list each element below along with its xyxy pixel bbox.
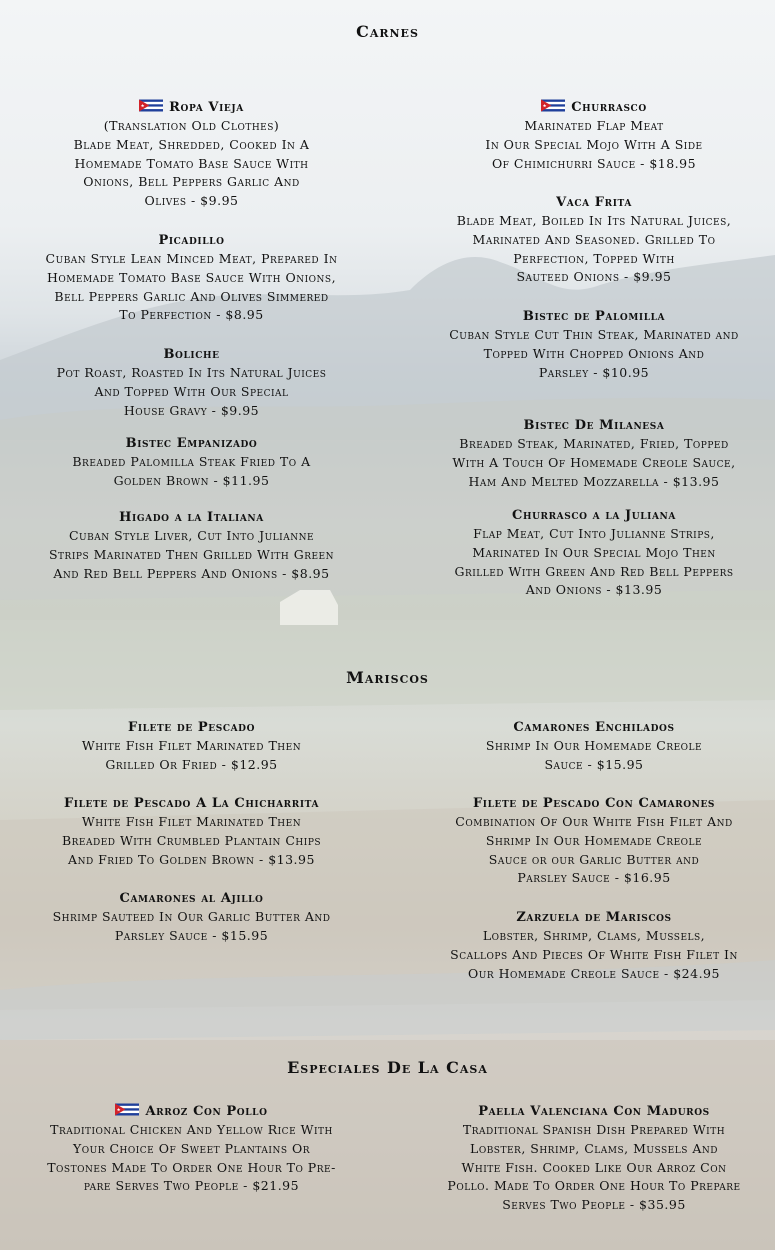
- menu-item-description-line: Strips Marinated Then Grilled With Green: [48, 546, 334, 562]
- menu-item-description-line: Serves Two People - $35.95: [502, 1197, 686, 1213]
- menu-item-description-line: Sauce or our Garlic Butter and: [488, 851, 700, 867]
- menu-item: [14, 718, 369, 775]
- menu-item-name: [419, 1102, 769, 1121]
- menu-item-name: [14, 98, 369, 117]
- menu-item-description-line: Breaded Palomilla Steak Fried To A: [72, 454, 311, 469]
- menu-item-name-text: Churrasco a la Juliana: [512, 508, 676, 523]
- menu-item-description-line: Breaded With Crumbled Plantain Chips: [61, 832, 322, 848]
- menu-item-description-line: Breaded Steak, Marinated, Fried, Topped: [459, 436, 729, 451]
- menu-item-description-line: Our Homemade Creole Sauce - $24.95: [468, 965, 720, 981]
- menu-item-description-line: Shrimp Sauteed In Our Garlic Butter And: [52, 909, 331, 924]
- menu-item-name: [14, 1102, 369, 1121]
- menu-item-description-line: Parsley - $10.95: [538, 364, 650, 380]
- menu-item-name: [419, 506, 769, 525]
- menu-item-description-line: White Fish Filet Marinated Then: [81, 814, 302, 829]
- menu-item-name-text: Camarones al Ajillo: [119, 891, 264, 906]
- menu-item: [419, 193, 769, 287]
- menu-item-description-line: White Fish Filet Marinated Then: [81, 738, 302, 753]
- menu-item: [419, 506, 769, 600]
- menu-item: [419, 98, 769, 173]
- menu-item-name: [14, 231, 369, 250]
- menu-item-name-text: Filete de Pescado A La Chicharrita: [63, 796, 320, 811]
- menu-item-name-text: Higado a la Italiana: [119, 510, 264, 525]
- menu-item-description-line: Sauce - $15.95: [544, 756, 644, 772]
- menu-item-description-line: Ham And Melted Mozzarella - $13.95: [468, 473, 720, 489]
- menu-item-description-line: Cuban Style Lean Minced Meat, Prepared In: [45, 251, 338, 266]
- menu-item-description-line: Traditional Spanish Dish Prepared With: [462, 1122, 726, 1137]
- menu-item-description-line: And Topped With Our Special: [94, 383, 289, 399]
- menu-item-description-line: Parsley Sauce - $16.95: [517, 870, 671, 886]
- menu-item-description-line: Perfection, Topped With: [513, 250, 675, 266]
- menu-item-description-line: House Gravy - $9.95: [123, 402, 260, 418]
- menu-item-description-line: Combination Of Our White Fish Filet And: [455, 814, 733, 829]
- menu-item-description-line: Pot Roast, Roasted In Its Natural Juices: [56, 365, 327, 380]
- menu-item: [419, 794, 769, 888]
- menu-item-description-line: White Fish. Cooked Like Our Arroz Con: [461, 1159, 727, 1175]
- menu-item-name: [419, 193, 769, 212]
- menu-item-description-line: Cuban Style Cut Thin Steak, Marinated and: [449, 327, 739, 342]
- menu-item-name: [14, 508, 369, 527]
- menu-item-name-text: Zarzuela de Mariscos: [516, 910, 672, 925]
- menu-item-name-text: Ropa Vieja: [169, 100, 244, 115]
- menu-item-name: [14, 434, 369, 453]
- menu-item-name: [14, 794, 369, 813]
- menu-item-description-line: Homemade Tomato Base Sauce With Onions,: [46, 269, 337, 285]
- menu-item: [14, 1102, 369, 1196]
- menu-item-description-line: Onions, Bell Peppers Garlic And: [83, 174, 300, 190]
- menu-item-description-line: Your Choice Of Sweet Plantains Or: [72, 1140, 310, 1156]
- menu-item-description-line: pare Serves Two People - $21.95: [83, 1178, 300, 1194]
- menu-item-description-line: Cuban Style Liver, Cut Into Julianne: [68, 528, 315, 543]
- menu-item-name-text: Filete de Pescado: [127, 720, 256, 735]
- menu-item-description-line: Marinated And Seasoned. Grilled To: [472, 231, 716, 247]
- menu-item-description-line: Parsley Sauce - $15.95: [114, 927, 269, 943]
- menu-item-name-text: Paella Valenciana Con Maduros: [478, 1104, 710, 1119]
- menu-item: [14, 98, 369, 211]
- menu-item-description-line: Tostones Made To Order One Hour To Pre-: [47, 1159, 336, 1175]
- menu-item-description-line: Flap Meat, Cut Into Julianne Strips,: [473, 526, 715, 541]
- menu-item-name-text: Picadillo: [158, 233, 225, 248]
- menu-item-description-line: In Our Special Mojo With A Side: [485, 136, 703, 152]
- menu-item-name: [419, 98, 769, 117]
- menu-item-name: [419, 908, 769, 927]
- menu-item: [419, 908, 769, 983]
- menu-item-description-line: Of Chimichurri Sauce - $18.95: [491, 155, 697, 171]
- menu-item-description-line: Shrimp In Our Homemade Creole: [485, 738, 703, 753]
- menu-item-name-text: Arroz Con Pollo: [145, 1104, 268, 1119]
- menu-item-description-line: Marinated Flap Meat: [524, 118, 664, 133]
- menu-item-description-line: Sauteed Onions - $9.95: [516, 269, 672, 285]
- menu-item: [419, 307, 769, 382]
- menu-item-name-text: Bistec de Palomilla: [522, 309, 666, 324]
- menu-item-description-line: Olives - $9.95: [144, 193, 239, 209]
- menu-item-name: [419, 718, 769, 737]
- menu-item-name: [14, 718, 369, 737]
- cuban-flag-icon: [139, 99, 163, 112]
- menu-item-name: [419, 416, 769, 435]
- menu-item-description-line: And Onions - $13.95: [525, 582, 663, 598]
- menu-item-description-line: Grilled With Green And Red Bell Peppers: [454, 563, 734, 579]
- menu-item-name-text: Boliche: [163, 347, 220, 362]
- menu-item: [419, 718, 769, 775]
- cuban-flag-icon: [541, 99, 565, 112]
- menu-item-description-line: (Translation Old Clothes): [103, 118, 280, 133]
- section-title: Carnes: [356, 22, 419, 41]
- menu-item: [14, 231, 369, 325]
- menu-item-description-line: Topped With Chopped Onions And: [483, 345, 705, 361]
- menu-item-description-line: To Perfection - $8.95: [119, 307, 264, 323]
- menu-item-description-line: Golden Brown - $11.95: [113, 472, 270, 488]
- cuban-flag-icon: [115, 1103, 139, 1116]
- menu-item-description-line: Lobster, Shrimp, Clams, Mussels,: [482, 928, 706, 943]
- menu-item-name-text: Camarones Enchilados: [513, 720, 675, 735]
- menu-item-description-line: Pollo. Made To Order One Hour To Prepare: [447, 1178, 741, 1194]
- menu-item-description-line: Bell Peppers Garlic And Olives Simmered: [54, 288, 329, 304]
- menu-item-name-text: Vaca Frita: [556, 195, 632, 210]
- menu-item-name-text: Churrasco: [571, 100, 647, 115]
- menu-item: [419, 1102, 769, 1215]
- menu-item-description-line: Blade Meat, Boiled In Its Natural Juices,: [456, 213, 732, 228]
- menu-item-description-line: Scallops And Pieces Of White Fish Filet In: [450, 946, 738, 962]
- menu-item-name: [419, 307, 769, 326]
- menu-item-name-text: Bistec Empanizado: [125, 436, 258, 451]
- menu-item-description-line: And Fried To Golden Brown - $13.95: [68, 851, 315, 867]
- menu-item: [14, 345, 369, 420]
- menu-item: [419, 416, 769, 491]
- menu-item: [14, 434, 369, 491]
- menu-item: [14, 889, 369, 946]
- menu-item-name-text: Filete de Pescado Con Camarones: [472, 796, 716, 811]
- menu-item-name: [419, 794, 769, 813]
- menu-item: [14, 508, 369, 583]
- menu-item-description-line: Lobster, Shrimp, Clams, Mussels And: [470, 1140, 718, 1156]
- menu-item-description-line: Traditional Chicken And Yellow Rice With: [50, 1122, 333, 1137]
- menu-item-description-line: With A Touch Of Homemade Creole Sauce,: [452, 454, 736, 470]
- menu-item-name-text: Bistec De Milanesa: [523, 418, 665, 433]
- section-title: Especiales De La Casa: [287, 1058, 488, 1077]
- menu-item-description-line: Homemade Tomato Base Sauce With: [74, 155, 309, 171]
- menu-item-description-line: And Red Bell Peppers And Onions - $8.95: [53, 565, 330, 581]
- menu-item-name: [14, 889, 369, 908]
- menu-item-description-line: Shrimp In Our Homemade Creole: [485, 832, 703, 848]
- menu-item-description-line: Grilled Or Fried - $12.95: [105, 756, 278, 772]
- menu-item-description-line: Blade Meat, Shredded, Cooked In A: [73, 136, 310, 152]
- section-title: Mariscos: [346, 668, 429, 687]
- menu-item: [14, 794, 369, 869]
- menu-item-name: [14, 345, 369, 364]
- menu-item-description-line: Marinated In Our Special Mojo Then: [472, 544, 716, 560]
